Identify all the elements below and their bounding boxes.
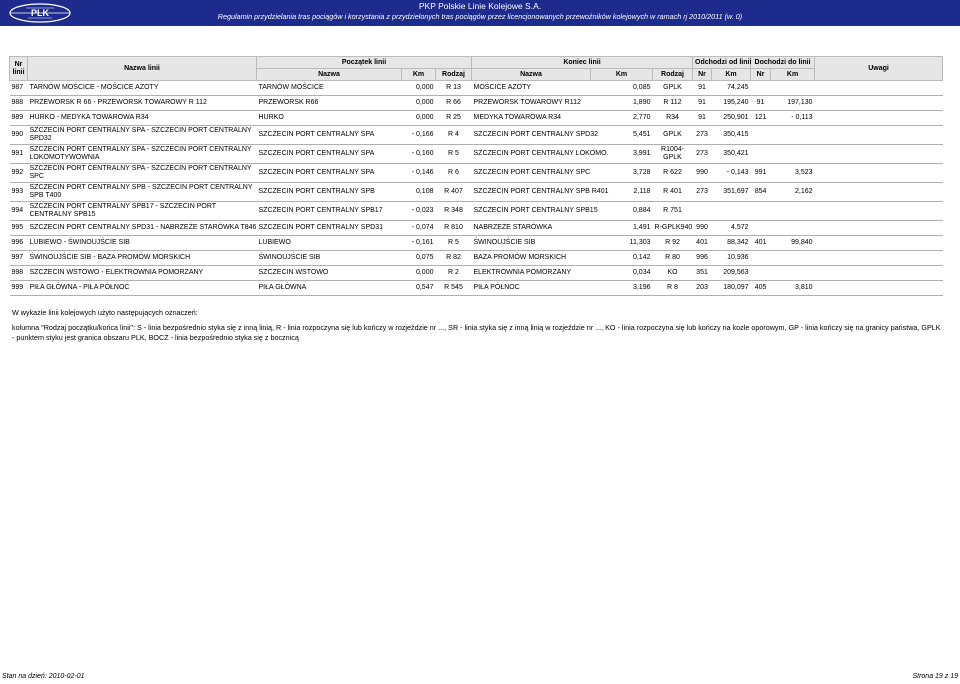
cell-t-km <box>771 126 815 145</box>
col-branch-from-header: Odchodzi od linii <box>693 57 751 69</box>
col-start-header: Początek linii <box>257 57 472 69</box>
cell-notes <box>815 183 943 202</box>
cell-f-km <box>712 202 751 221</box>
cell-t-nr: 401 <box>751 236 771 251</box>
cell-f-km: 250,901 <box>712 111 751 126</box>
cell-s-km: - 0,074 <box>402 221 436 236</box>
cell-e-type: R 80 <box>653 251 693 266</box>
cell-f-nr: 351 <box>693 266 712 281</box>
cell-name: SZCZECIN PORT CENTRALNY SPA - SZCZECIN PORT CENTRALNY SPD32 <box>28 126 257 145</box>
cell-s-name: SZCZECIN WSTOWO <box>257 266 402 281</box>
cell-t-nr: 91 <box>751 96 771 111</box>
cell-name: PRZEWORSK R 66 - PRZEWORSK TOWAROWY R 112 <box>28 96 257 111</box>
cell-name: SZCZECIN PORT CENTRALNY SPB - SZCZECIN PORT CENTRALNY SPB T400 <box>28 183 257 202</box>
cell-t-km: 99,840 <box>771 236 815 251</box>
cell-nr: 987 <box>10 81 28 96</box>
cell-nr: 988 <box>10 96 28 111</box>
cell-f-km: 74,245 <box>712 81 751 96</box>
cell-f-nr: 91 <box>693 81 712 96</box>
cell-t-km <box>771 266 815 281</box>
cell-e-name: SZCZECIN PORT CENTRALNY SPC <box>472 164 591 183</box>
cell-f-nr <box>693 202 712 221</box>
cell-f-km: 350,415 <box>712 126 751 145</box>
cell-notes <box>815 281 943 296</box>
cell-f-km: 195,240 <box>712 96 751 111</box>
line-list-table <box>9 56 943 296</box>
cell-e-km: 0,085 <box>591 81 653 96</box>
cell-notes <box>815 96 943 111</box>
cell-t-nr: 405 <box>751 281 771 296</box>
cell-e-type: R34 <box>653 111 693 126</box>
cell-s-name: SZCZECIN PORT CENTRALNY SPD31 <box>257 221 402 236</box>
cell-notes <box>815 145 943 164</box>
cell-f-km: 351,697 <box>712 183 751 202</box>
cell-e-name: SZCZECIN PORT CENTRALNY SPB R401 <box>472 183 591 202</box>
cell-e-km: 0,034 <box>591 266 653 281</box>
cell-name: SZCZECIN PORT CENTRALNY SPD31 - NABRZEŻE STARÓWKA T846 <box>28 221 257 236</box>
table-row <box>10 281 943 296</box>
cell-name: TARNÓW MOŚCICE - MOŚCICE AZOTY <box>28 81 257 96</box>
cell-e-km: 2,118 <box>591 183 653 202</box>
cell-t-km: 197,130 <box>771 96 815 111</box>
cell-t-nr: 854 <box>751 183 771 202</box>
col-notes-header: Uwagi <box>815 57 943 81</box>
cell-s-name: PIŁA GŁÓWNA <box>257 281 402 296</box>
cell-s-name: SZCZECIN PORT CENTRALNY SPA <box>257 145 402 164</box>
cell-nr: 991 <box>10 145 28 164</box>
cell-s-type: R 13 <box>436 81 472 96</box>
cell-nr: 992 <box>10 164 28 183</box>
sub-start-type: Rodzaj <box>436 69 472 81</box>
cell-e-name: MOŚCICE AZOTY <box>472 81 591 96</box>
cell-t-nr <box>751 266 771 281</box>
cell-e-name: PRZEWORSK TOWAROWY R112 <box>472 96 591 111</box>
table-row <box>10 251 943 266</box>
cell-e-km: 11,303 <box>591 236 653 251</box>
cell-e-type: R 92 <box>653 236 693 251</box>
cell-e-type: R 622 <box>653 164 693 183</box>
cell-f-km: 350,421 <box>712 145 751 164</box>
cell-t-nr <box>751 202 771 221</box>
cell-f-nr: 273 <box>693 183 712 202</box>
cell-s-km: 0,547 <box>402 281 436 296</box>
notes-body: kolumna "Rodzaj początku/końca linii": S - linia bezpośrednio styka się z inną linią, R - linia rozpoczyna się lub kończy w rozjeździe nr ..., SR - linia styka się z inną linią w rozjeździe nr ..., KO - linia rozpoczyna się lub kończy na kozle oporowym, GP - linia kończy się na granicy państwa, GPLK - punktem styku jest granica obszaru PLK, BOCZ - linia bezpośrednio styka się z bocznicą <box>12 323 941 342</box>
cell-notes <box>815 251 943 266</box>
cell-t-nr: 991 <box>751 164 771 183</box>
cell-e-type: KO <box>653 266 693 281</box>
cell-s-type: R 4 <box>436 126 472 145</box>
cell-notes <box>815 221 943 236</box>
cell-e-km: 2,770 <box>591 111 653 126</box>
cell-s-type: R 82 <box>436 251 472 266</box>
cell-f-nr: 273 <box>693 126 712 145</box>
cell-s-name: SZCZECIN PORT CENTRALNY SPB17 <box>257 202 402 221</box>
cell-f-nr: 401 <box>693 236 712 251</box>
cell-e-name: ŚWINOUJŚCIE SIB <box>472 236 591 251</box>
cell-nr: 998 <box>10 266 28 281</box>
cell-nr: 996 <box>10 236 28 251</box>
cell-e-km: 3,196 <box>591 281 653 296</box>
cell-e-name: ELEKTROWNIA POMORZANY <box>472 266 591 281</box>
col-nr-header: Nr linii <box>10 57 28 81</box>
table-row <box>10 145 943 164</box>
cell-f-km: 88,342 <box>712 236 751 251</box>
cell-t-nr <box>751 251 771 266</box>
cell-f-nr: 91 <box>693 111 712 126</box>
cell-t-km <box>771 221 815 236</box>
cell-s-name: ŚWINOUJŚCIE SIB <box>257 251 402 266</box>
cell-s-type: R 407 <box>436 183 472 202</box>
cell-t-km: - 0,113 <box>771 111 815 126</box>
cell-name: SZCZECIN PORT CENTRALNY SPA - SZCZECIN PORT CENTRALNY LOKOMOTYWOWNIA <box>28 145 257 164</box>
svg-text:PLK: PLK <box>31 8 49 18</box>
col-end-header: Koniec linii <box>472 57 693 69</box>
cell-s-name: HURKO <box>257 111 402 126</box>
cell-e-name: SZCZECIN PORT CENTRALNY LOKOMO. <box>472 145 591 164</box>
cell-s-km: - 0,160 <box>402 145 436 164</box>
cell-name: SZCZECIN PORT CENTRALNY SPA - SZCZECIN PORT CENTRALNY SPC <box>28 164 257 183</box>
cell-e-name: SZCZECIN PORT CENTRALNY SPD32 <box>472 126 591 145</box>
cell-e-type: R 8 <box>653 281 693 296</box>
cell-t-km: 2,162 <box>771 183 815 202</box>
sub-end-name: Nazwa <box>472 69 591 81</box>
cell-f-km: 209,563 <box>712 266 751 281</box>
cell-f-km: 10,936 <box>712 251 751 266</box>
cell-e-type: R1004-GPLK <box>653 145 693 164</box>
table-row <box>10 111 943 126</box>
cell-s-km: - 0,166 <box>402 126 436 145</box>
cell-e-name: PIŁA PÓŁNOC <box>472 281 591 296</box>
table-row <box>10 164 943 183</box>
table-row <box>10 236 943 251</box>
cell-nr: 989 <box>10 111 28 126</box>
cell-s-type: R 545 <box>436 281 472 296</box>
cell-t-nr <box>751 81 771 96</box>
cell-s-type: R 5 <box>436 236 472 251</box>
cell-s-km: - 0,161 <box>402 236 436 251</box>
cell-s-type: R 25 <box>436 111 472 126</box>
cell-s-km: - 0,146 <box>402 164 436 183</box>
cell-s-name: SZCZECIN PORT CENTRALNY SPA <box>257 164 402 183</box>
sub-start-km: Km <box>402 69 436 81</box>
cell-t-km: 3,810 <box>771 281 815 296</box>
cell-f-km: 4,572 <box>712 221 751 236</box>
sub-end-type: Rodzaj <box>653 69 693 81</box>
cell-notes <box>815 202 943 221</box>
cell-t-nr <box>751 221 771 236</box>
cell-e-type: R 751 <box>653 202 693 221</box>
cell-e-type: R 112 <box>653 96 693 111</box>
cell-s-type: R 348 <box>436 202 472 221</box>
cell-e-km: 0,142 <box>591 251 653 266</box>
table-row <box>10 202 943 221</box>
cell-e-name: MEDYKA TOWAROWA R34 <box>472 111 591 126</box>
table-row <box>10 266 943 281</box>
col-branch-to-header: Dochodzi do linii <box>751 57 815 69</box>
cell-e-km: 3,728 <box>591 164 653 183</box>
cell-f-nr: 203 <box>693 281 712 296</box>
cell-e-type: GPLK <box>653 81 693 96</box>
cell-f-nr: 990 <box>693 221 712 236</box>
table-row <box>10 221 943 236</box>
cell-e-type: R-GPLK940 <box>653 221 693 236</box>
cell-s-type: R 6 <box>436 164 472 183</box>
cell-f-km: 180,097 <box>712 281 751 296</box>
cell-s-name: TARNÓW MOŚCICE <box>257 81 402 96</box>
document-header-subtitle: Regulamin przydzielania tras pociągów i korzystania z przydzielonych tras pociągów przez licencjonowanych przewoźników kolejowych w ramach rj 2010/2011 (w. 0) <box>217 12 743 21</box>
cell-f-nr: 990 <box>693 164 712 183</box>
cell-nr: 993 <box>10 183 28 202</box>
cell-e-type: R 401 <box>653 183 693 202</box>
cell-f-km: - 0,143 <box>712 164 751 183</box>
cell-e-km: 5,451 <box>591 126 653 145</box>
sub-to-km: Km <box>771 69 815 81</box>
cell-nr: 999 <box>10 281 28 296</box>
cell-notes <box>815 81 943 96</box>
cell-t-km <box>771 202 815 221</box>
cell-e-type: GPLK <box>653 126 693 145</box>
cell-s-type: R 66 <box>436 96 472 111</box>
cell-t-km <box>771 81 815 96</box>
cell-t-km: 3,523 <box>771 164 815 183</box>
table-row <box>10 183 943 202</box>
sub-start-name: Nazwa <box>257 69 402 81</box>
cell-notes <box>815 111 943 126</box>
cell-nr: 995 <box>10 221 28 236</box>
footer-date: Stan na dzień: 2010-02-01 <box>2 673 85 680</box>
cell-f-nr: 273 <box>693 145 712 164</box>
cell-s-km: 0,000 <box>402 266 436 281</box>
cell-s-type: R 5 <box>436 145 472 164</box>
cell-e-name: SZCZECIN PORT CENTRALNY SPB15 <box>472 202 591 221</box>
cell-notes <box>815 164 943 183</box>
sub-to-nr: Nr <box>751 69 771 81</box>
cell-f-nr: 91 <box>693 96 712 111</box>
cell-s-km: 0,000 <box>402 96 436 111</box>
cell-name: PIŁA GŁÓWNA - PIŁA PÓŁNOC <box>28 281 257 296</box>
table-row <box>10 126 943 145</box>
cell-e-name: BAZA PROMÓW MORSKICH <box>472 251 591 266</box>
cell-name: ŚWINOUJŚCIE SIB - BAZA PROMÓW MORSKICH <box>28 251 257 266</box>
sub-from-km: Km <box>712 69 751 81</box>
footer-page-number: Strona 19 z 19 <box>912 673 958 680</box>
cell-s-name: SZCZECIN PORT CENTRALNY SPB <box>257 183 402 202</box>
cell-e-km: 1,890 <box>591 96 653 111</box>
cell-nr: 994 <box>10 202 28 221</box>
cell-nr: 997 <box>10 251 28 266</box>
cell-t-nr <box>751 145 771 164</box>
table-row <box>10 96 943 111</box>
table-row <box>10 81 943 96</box>
cell-s-km: 0,000 <box>402 111 436 126</box>
cell-name: SZCZECIN PORT CENTRALNY SPB17 - SZCZECIN PORT CENTRALNY SPB15 <box>28 202 257 221</box>
cell-t-km <box>771 251 815 266</box>
cell-e-km: 3,991 <box>591 145 653 164</box>
sub-from-nr: Nr <box>693 69 712 81</box>
cell-s-km: 0,108 <box>402 183 436 202</box>
cell-notes <box>815 126 943 145</box>
cell-t-km <box>771 145 815 164</box>
cell-s-km: - 0,023 <box>402 202 436 221</box>
cell-s-km: 0,000 <box>402 81 436 96</box>
cell-e-name: NABRZEŻE STARÓWKA <box>472 221 591 236</box>
cell-s-name: LUBIEWO <box>257 236 402 251</box>
sub-end-km: Km <box>591 69 653 81</box>
col-name-header: Nazwa linii <box>28 57 257 81</box>
cell-s-type: R 2 <box>436 266 472 281</box>
cell-s-name: PRZEWORSK R66 <box>257 96 402 111</box>
table-body <box>10 81 943 296</box>
cell-e-km: 0,884 <box>591 202 653 221</box>
cell-name: HURKO - MEDYKA TOWAROWA R34 <box>28 111 257 126</box>
cell-name: LUBIEWO - ŚWINOUJŚCIE SIB <box>28 236 257 251</box>
cell-notes <box>815 236 943 251</box>
cell-notes <box>815 266 943 281</box>
cell-s-km: 0,075 <box>402 251 436 266</box>
document-header-title: PKP Polskie Linie Kolejowe S.A. <box>418 1 542 11</box>
cell-nr: 990 <box>10 126 28 145</box>
cell-f-nr: 996 <box>693 251 712 266</box>
cell-t-nr <box>751 126 771 145</box>
cell-t-nr: 121 <box>751 111 771 126</box>
cell-s-name: SZCZECIN PORT CENTRALNY SPA <box>257 126 402 145</box>
cell-e-km: 1,491 <box>591 221 653 236</box>
cell-name: SZCZECIN WSTOWO - ELEKTROWNIA POMORZANY <box>28 266 257 281</box>
header-band <box>0 0 960 26</box>
notes-title: W wykazie linii kolejowych użyto następujących oznaczeń: <box>12 308 198 317</box>
cell-s-type: R 810 <box>436 221 472 236</box>
